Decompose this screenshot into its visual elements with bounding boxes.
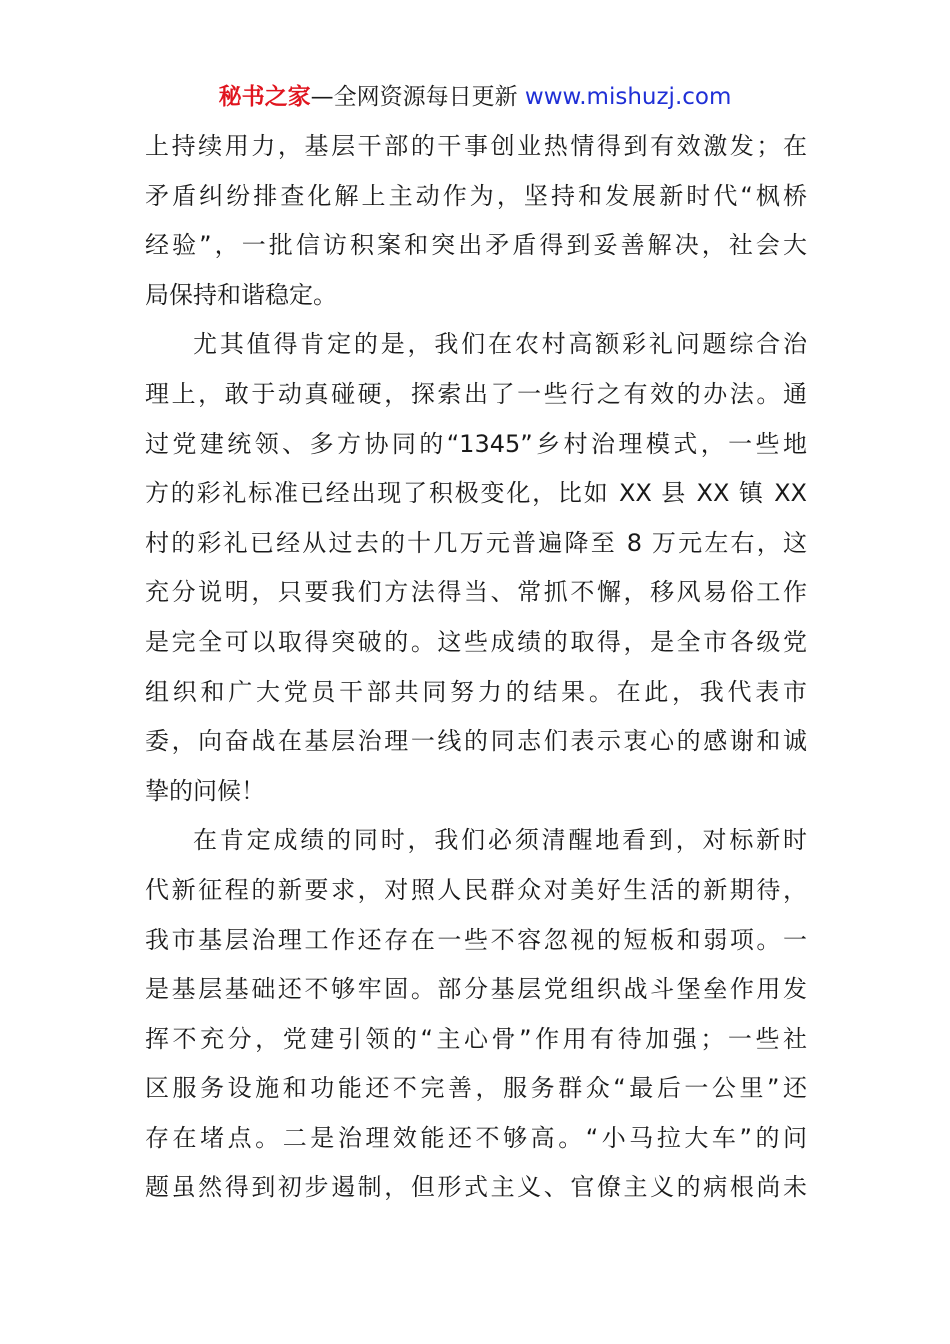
document-body [145,122,807,1213]
text-line: 尤其值得肯定的是，我们在农村高额彩礼问题综合治 [193,330,807,359]
text-line: 矛盾纠纷排查化解上主动作为，坚持和发展新时代“枫桥 [145,181,807,210]
text-line: 我市基层治理工作还存在一些不容忽视的短板和弱项。一 [145,925,807,954]
text-line: 经验”，一批信访积案和突出矛盾得到妥善解决，社会大 [145,231,807,260]
site-url-link[interactable]: www.mishuzj.com [524,84,732,110]
text-line: 题虽然得到初步遏制，但形式主义、官僚主义的病根尚未 [145,1173,807,1202]
text-line: 挚的问候！ [145,776,265,805]
brand-name: 秘书之家 [218,84,311,110]
text-line: 是完全可以取得突破的。这些成绩的取得，是全市各级党 [145,627,807,656]
header-tagline: —全网资源每日更新 [310,84,525,110]
text-line: 挥不充分，党建引领的“主心骨”作用有待加强；一些社 [145,1024,807,1053]
text-line: 组织和广大党员干部共同努力的结果。在此，我代表市 [145,677,807,706]
text-line: 委，向奋战在基层治理一线的同志们表示衷心的感谢和诚 [145,727,807,756]
page-header [0,80,950,114]
text-line: 是基层基础还不够牢固。部分基层党组织战斗堡垒作用发 [145,975,807,1004]
text-line: 村的彩礼已经从过去的十几万元普遍降至 8 万元左右，这 [145,528,807,557]
text-line: 在肯定成绩的同时，我们必须清醒地看到，对标新时 [193,826,807,855]
text-line: 方的彩礼标准已经出现了积极变化，比如 XX 县 XX 镇 XX [145,479,807,508]
text-line: 上持续用力，基层干部的干事创业热情得到有效激发；在 [145,132,807,160]
text-line: 充分说明，只要我们方法得当、常抓不懈，移风易俗工作 [145,578,807,607]
text-line: 理上，敢于动真碰硬，探索出了一些行之有效的办法。通 [145,379,807,408]
text-line: 过党建统领、多方协同的“1345”乡村治理模式，一些地 [145,429,807,458]
text-line: 局保持和谐稳定。 [145,280,337,309]
text-line: 区服务设施和功能还不完善，服务群众“最后一公里”还 [145,1074,807,1103]
text-line: 存在堵点。二是治理效能还不够高。“小马拉大车”的问 [145,1123,807,1152]
text-line: 代新征程的新要求，对照人民群众对美好生活的新期待， [145,875,807,904]
